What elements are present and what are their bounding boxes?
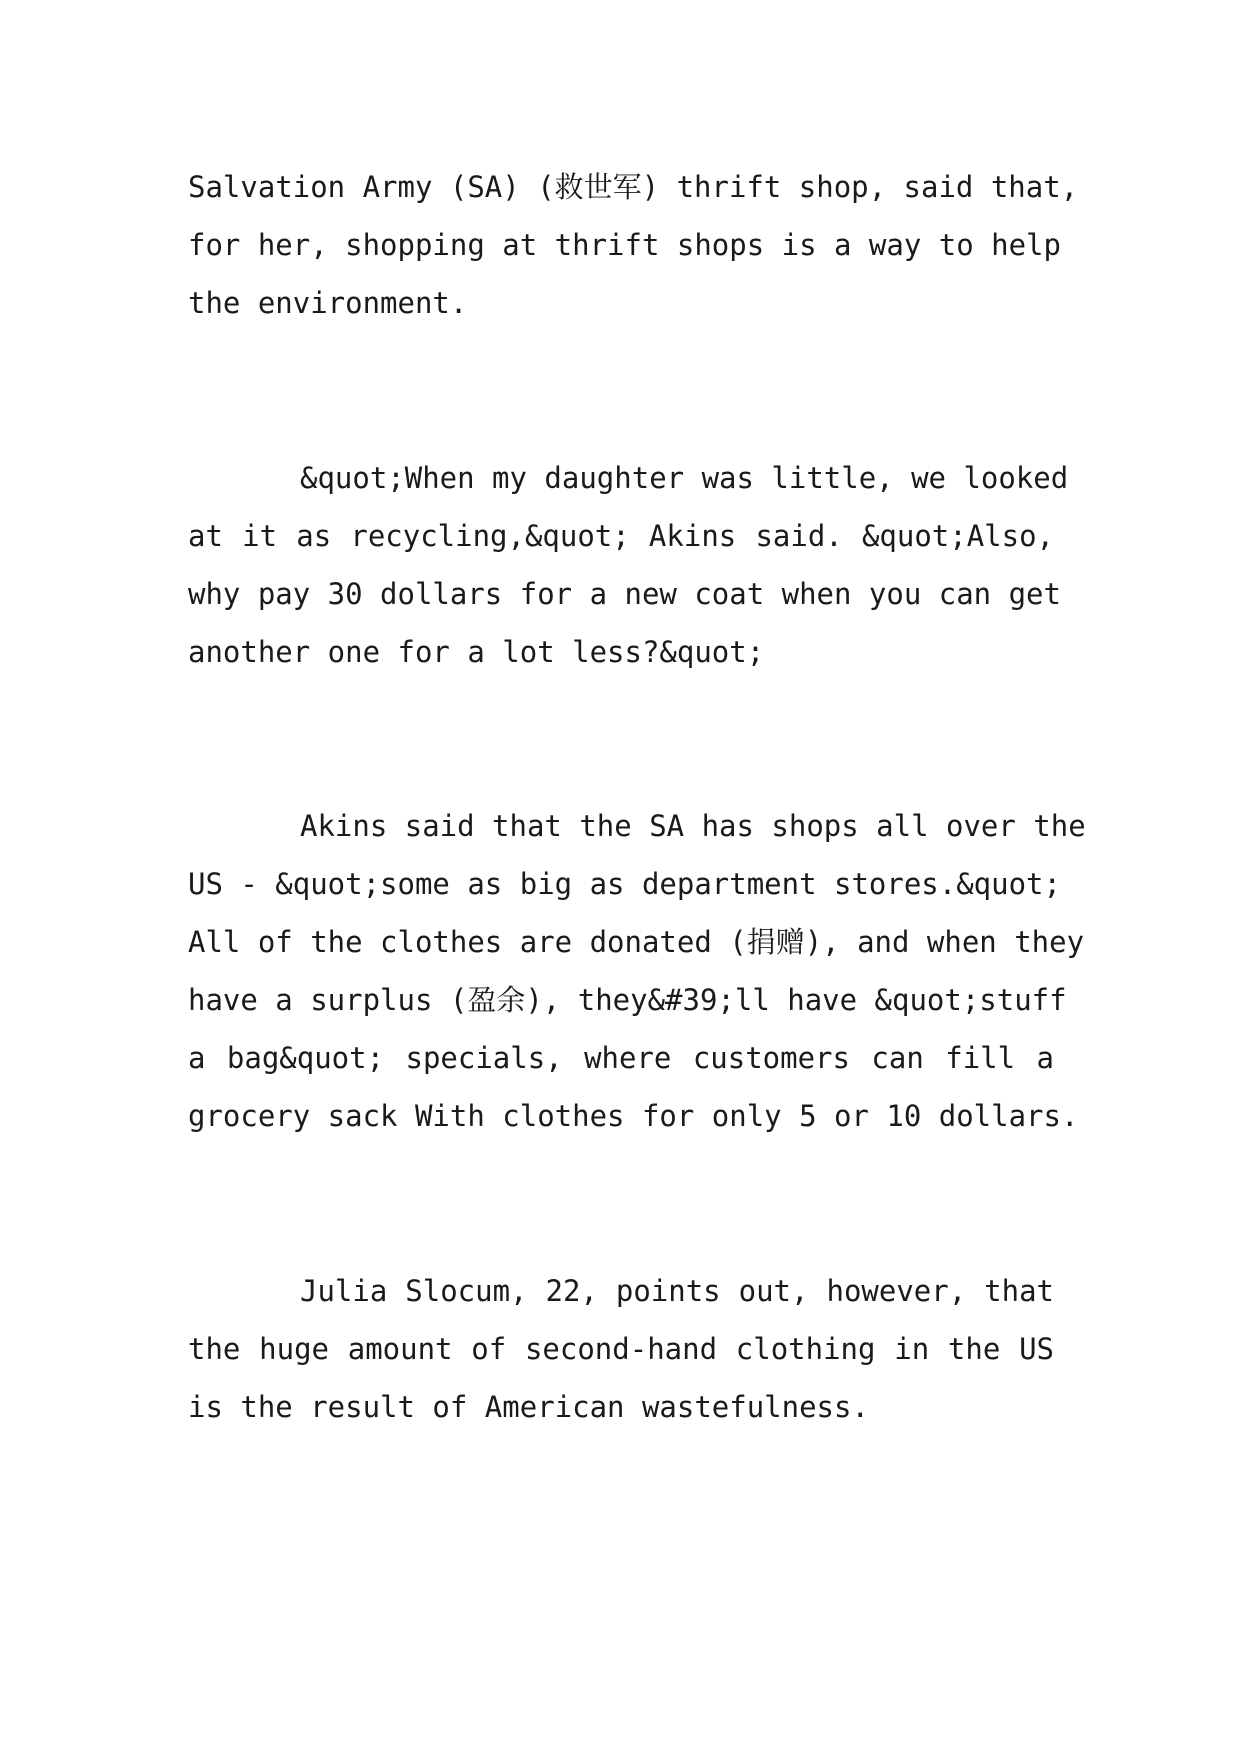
paragraph-3-line-1: Akins said that the SA has shops all over the: [300, 809, 1086, 843]
paragraph-4-line-2: the huge amount of second-hand clothing in the US: [188, 1332, 1054, 1366]
paragraph-3-line-5: a bag&quot; specials, where customers can fill a: [188, 1041, 1054, 1075]
paragraph-3-line-2: US - &quot;some as big as department stores.&quot;: [188, 867, 1061, 901]
paragraph-4-line-3: is the result of American wastefulness.: [188, 1390, 869, 1424]
paragraph-4-line-1: Julia Slocum, 22, points out, however, that: [300, 1274, 1054, 1308]
paragraph-1-line-3: the environment.: [188, 286, 468, 320]
paragraph-1-line-2: for her, shopping at thrift shops is a way to help: [188, 228, 1061, 262]
paragraph-3-line-3: All of the clothes are donated (捐赠), and when they: [188, 925, 1085, 959]
paragraph-1-line-1: Salvation Army (SA) (救世军) thrift shop, said that,: [188, 170, 1079, 204]
paragraph-2-line-3: why pay 30 dollars for a new coat when you can get: [188, 577, 1061, 611]
paragraph-2-line-1: &quot;When my daughter was little, we looked: [300, 461, 1069, 495]
paragraph-2-line-2: at it as recycling,&quot; Akins said. &quot;Also,: [188, 519, 1054, 553]
paragraph-3-line-4: have a surplus (盈余), they&#39;ll have &quot;stuff: [188, 983, 1067, 1017]
paragraph-2-line-4: another one for a lot less?&quot;: [188, 635, 765, 669]
paragraph-3-line-6: grocery sack With clothes for only 5 or 10 dollars.: [188, 1099, 1079, 1133]
